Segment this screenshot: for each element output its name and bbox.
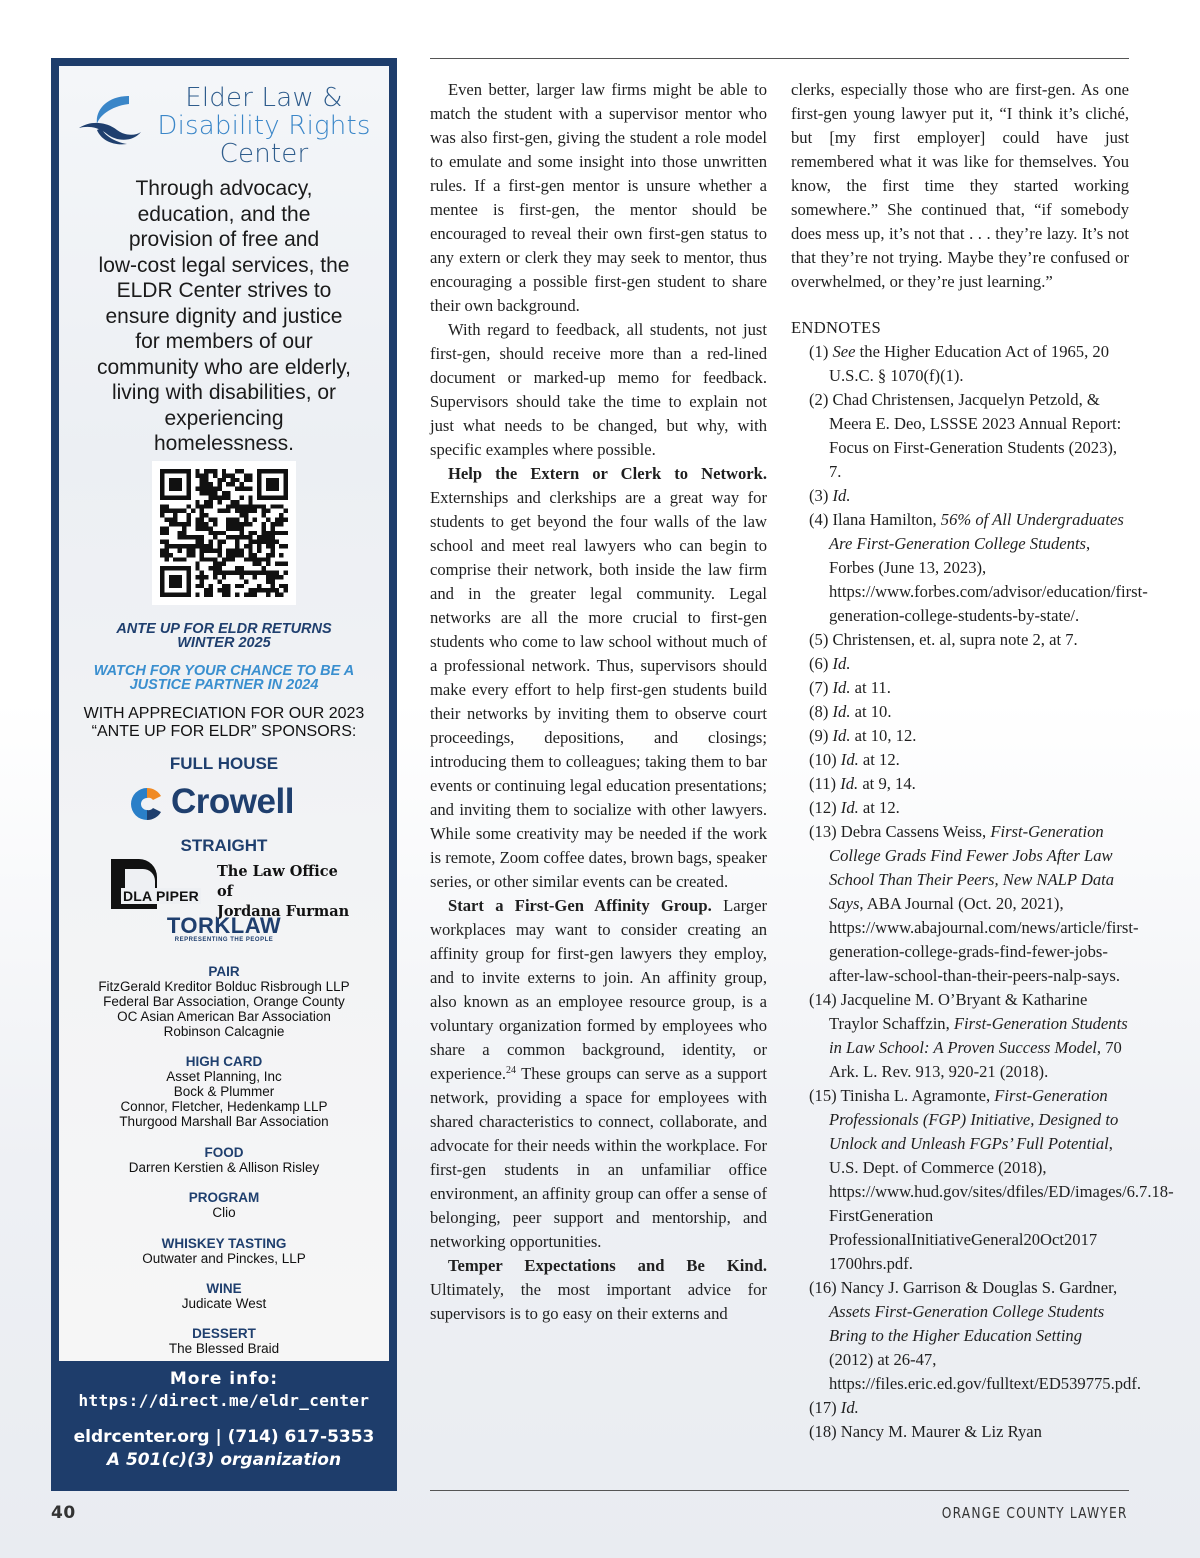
ad-content-panel (59, 66, 389, 1361)
tier-wine: WINE (206, 1281, 242, 1296)
furman-logo: The Law Office of Jordana Furman (217, 863, 350, 920)
endnote: (10) Id. at 12. (809, 750, 900, 769)
dla-piper-logo (105, 857, 209, 913)
tier-straight: STRAIGHT (180, 836, 268, 855)
paragraph: Start a First-Gen Affinity Group. Larger workplaces may want to consider creating an affinity group for first-gen lawyers they employ, and to invite externs to join. An affinity group, also known as an employee resource group, is a voluntary organization formed by employees who share a common background, identity, or experience.$^{24}$ These groups can serve as a support network, providing a space for employees with shared characteristics to connect, collaborate, and advocate for their needs within the workplace. For first-gen students in an unfamiliar office environment, an affinity group can offer a sense of belonging, peer support and mentorship, and networking opportunities. (430, 896, 767, 1251)
endnote: (1) See the Higher Education Act of 1965, 20 U.S.C. § 1070(f)(1). (809, 342, 1109, 385)
eldr-advertisement (51, 58, 397, 1491)
whiskey-sponsors: Outwater and Pinckes, LLP (142, 1251, 306, 1266)
tier-high-card: HIGH CARD (185, 1054, 263, 1069)
dla-piper-wordmark: DLA PIPER (123, 888, 199, 904)
org-name-line2: Disability Rights (157, 111, 371, 141)
justice-partner-announcement: WATCH FOR YOUR CHANCE TO BE A JUSTICE PARTNER IN 2024 (93, 663, 355, 693)
org-name (149, 84, 379, 168)
endnote: (13) Debra Cassens Weiss, First-Generation College Grads Find Fewer Jobs After Law School Than Their Peers, New NALP Data Says, ABA Journal (Oct. 20, 2021), https://www.abajournal.com/news/article/first-generation-college-grads-find-fewer-jobs-after-law-school-than-their-peers-nalp-says. (809, 822, 1139, 985)
wine-sponsors: Judicate West (181, 1296, 267, 1311)
dessert-sponsors: The Blessed Braid (168, 1341, 280, 1356)
nonprofit-status: A 501(c)(3) organization (106, 1450, 342, 1470)
subheading: Help the Extern or Clerk to Network. (448, 464, 767, 483)
endnote: (15) Tinisha L. Agramonte, First-Generation Professionals (FGP) Initiative, Designed to Unlock and Unleash FGPs’ Full Potential, U.S. Dept. of Commerce (2018), https://www.hud.gov/sites/dfiles/ED/images/6.7.18-FirstGeneration ProfessionalInitiativeGeneral20Oct2017 1700hrs.pdf. (809, 1086, 1174, 1273)
more-info-label: More info: (169, 1369, 279, 1389)
endnote: (17) Id. (809, 1398, 859, 1417)
endnote: (6) Id. (809, 654, 851, 673)
endnote: (12) Id. at 12. (809, 798, 900, 817)
endnote: (3) Id. (809, 486, 851, 505)
tier-pair: PAIR (208, 964, 240, 979)
crowell-logo (129, 784, 319, 824)
subheading: Temper Expectations and Be Kind. (448, 1256, 767, 1275)
endnote: (11) Id. at 9, 14. (809, 774, 916, 793)
endnote: (18) Nancy M. Maurer & Liz Ryan (809, 1422, 1042, 1441)
footnote-ref[interactable]: 24 (506, 1065, 517, 1076)
eldr-logo-icon (77, 90, 143, 150)
tier-food: FOOD (204, 1145, 244, 1160)
endnote: (4) Ilana Hamilton, 56% of All Undergraduates Are First-Generation College Students, Forbes (June 13, 2023), https://www.forbes.com/advisor/education/first-generation-college-students-by-state/. (809, 510, 1148, 625)
org-name-line1: Elder Law & (185, 83, 343, 113)
tier-whiskey-tasting: WHISKEY TASTING (161, 1236, 287, 1251)
high-card-sponsors: Asset Planning, Inc Bock & Plummer Connor, Fletcher, Hedenkamp LLP Thurgood Marshall Bar Association (119, 1069, 329, 1129)
org-name-line3: Center (219, 139, 309, 169)
endnote: (7) Id. at 11. (809, 678, 891, 697)
paragraph: Even better, larger law firms might be able to match the student with a supervisor mentor who was also first-gen, giving the student a role model to emulate and some insight into those unwritten rules. If a first-gen mentor is unsure whether a mentee is first-gen, the mentor should be encouraged to reveal their own first-gen status to any extern or clerk they may seek to mentor, thus encouraging a possible first-gen student to share their own background. (430, 80, 767, 315)
article-column-2 (791, 78, 1174, 1488)
endnote: (16) Nancy J. Garrison & Douglas S. Gardner, Assets First-Generation College Students Bring to the Higher Education Setting (2012) at 26-47, https://files.eric.ed.gov/fulltext/ED539775.pdf. (809, 1278, 1141, 1393)
endnotes-heading: ENDNOTES (791, 318, 881, 337)
subheading: Start a First-Gen Affinity Group. (448, 896, 712, 915)
paragraph: Help the Extern or Clerk to Network. Externships and clerkships are a great way for students to get beyond the four walls of the law school and meet real lawyers who can begin to comprise their network, both inside the law firm and in the greater legal community. Legal networks are all the more crucial to first-gen students who come to law school without much of a professional network. Thus, supervisors should make every effort to help first-gen students build their networks by inviting them to observe court proceedings, depositions, and closings; introducing them to colleagues; taking them to bar events or continuing legal education presentations; and inviting them to socialize with other lawyers. While some creativity may be needed if the work is remote, Zoom coffee dates, brown bags, speaker series, or other similar events can be created. (430, 464, 767, 891)
website-and-phone[interactable]: eldrcenter.org | (714) 617-5353 (73, 1427, 375, 1447)
endnote: (2) Chad Christensen, Jacquelyn Petzold, & Meera E. Deo, LSSSE 2023 Annual Report: Focus on First-Generation Students (2023), 7. (809, 390, 1122, 481)
torklaw-logo: TORKLAW (166, 913, 282, 938)
crowell-wordmark: Crowell (171, 782, 294, 821)
magazine-title: ORANGE COUNTY LAWYER (942, 1504, 1128, 1522)
sponsors-heading: WITH APPRECIATION FOR OUR 2023 “ANTE UP FOR ELDR” SPONSORS: (83, 705, 365, 740)
paragraph: With regard to feedback, all students, not just first-gen, should receive more than a red-lined document or marked-up memo for feedback. Supervisors should take the time to explain not just what needs to be changed, but why, with specific examples where possible. (430, 320, 767, 459)
endnote: (8) Id. at 10. (809, 702, 892, 721)
endnote: (9) Id. at 10, 12. (809, 726, 917, 745)
tier-full-house: FULL HOUSE (169, 754, 279, 773)
endnote: (5) Christensen, et. al, supra note 2, at 7. (809, 630, 1078, 649)
mission-statement: Through advocacy, education, and the provision of free and low-cost legal services, the ELDR Center strives to ensure dignity and justice for members of our community who are elderly, living with disabilities, or experiencing homelessness. (96, 177, 352, 455)
paragraph: clerks, especially those who are first-gen. As one first-gen young lawyer put it, “I think it’s cliché, but [my first employer] could have just remembered what it was like for themselves. You know, the first time they started working somewhere.” She continued that, “if somebody does mess up, it’s not that . . . they’re lazy. It’s not that they’re not trying. Maybe they’re confused or overwhelmed, or they’re just learning.” (791, 80, 1129, 291)
event-announcement: ANTE UP FOR ELDR RETURNS WINTER 2025 (116, 621, 332, 651)
bottom-rule (430, 1490, 1129, 1491)
pair-sponsors: FitzGerald Kreditor Bolduc Risbrough LLP Federal Bar Association, Orange County OC Asian American Bar Association Robinson Calcagnie (98, 979, 350, 1039)
paragraph: Temper Expectations and Be Kind. Ultimately, the most important advice for supervisors is to go easy on their externs and (430, 1256, 767, 1323)
article-column-1 (430, 78, 767, 1488)
qr-code-icon (160, 469, 288, 597)
tier-dessert: DESSERT (192, 1326, 256, 1341)
torklaw-tagline: REPRESENTING THE PEOPLE (174, 937, 274, 943)
page-number: 40 (51, 1503, 76, 1523)
food-sponsors: Darren Kerstien & Allison Risley (128, 1160, 320, 1175)
endnote: (14) Jacqueline M. O’Bryant & Katharine Traylor Schaffzin, First-Generation Students in Law School: A Proven Success Model, 70 Ark. L. Rev. 913, 920-21 (2018). (809, 990, 1128, 1081)
tier-program: PROGRAM (188, 1190, 260, 1205)
crowell-c-icon (129, 786, 165, 822)
top-rule (430, 58, 1129, 59)
program-sponsors: Clio (212, 1205, 236, 1220)
qr-code[interactable] (152, 461, 296, 605)
eldr-url-link[interactable]: https://direct.me/eldr_center (78, 1391, 370, 1410)
